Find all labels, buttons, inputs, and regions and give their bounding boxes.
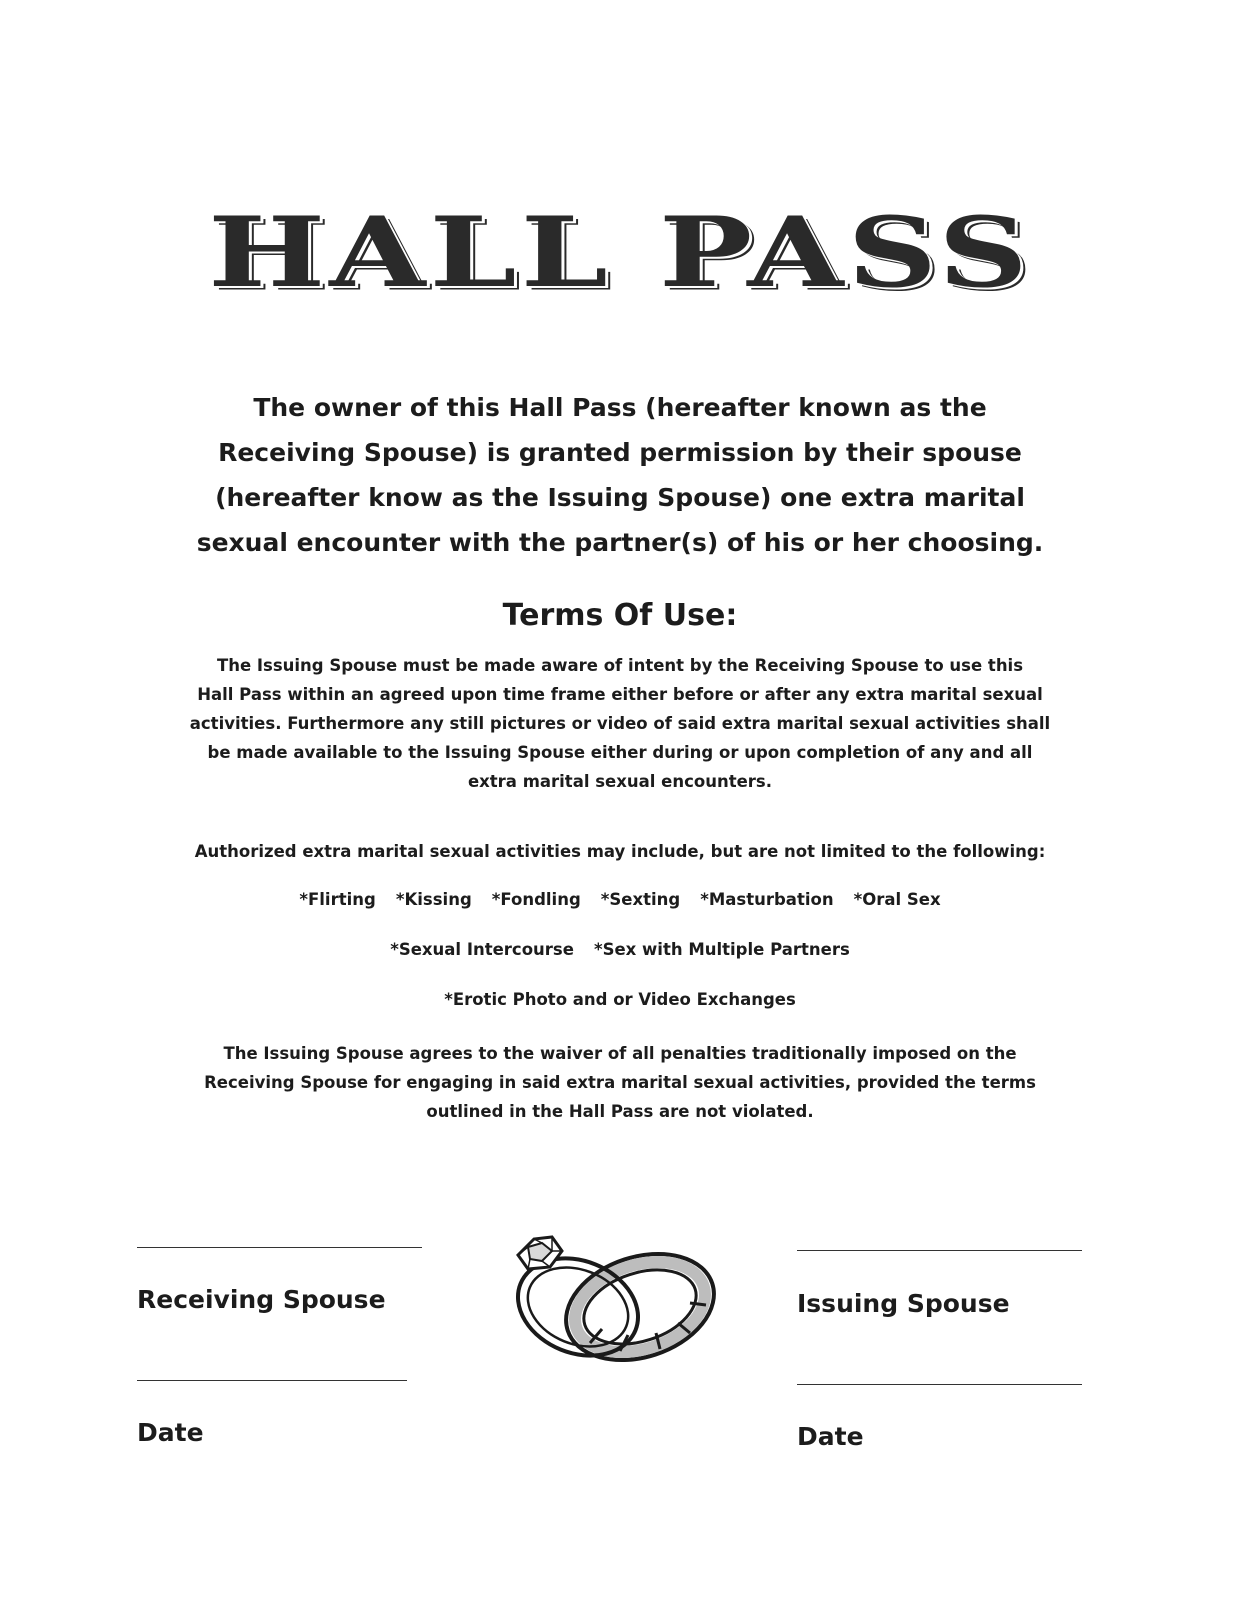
receiving-spouse-label: Receiving Spouse: [137, 1285, 386, 1314]
terms-paragraph: [120, 651, 1120, 796]
activity-item: *Sexting: [600, 890, 681, 909]
terms-line: Hall Pass within an agreed upon time frame either before or after any extra marital sexual: [197, 685, 1043, 704]
activity-item: *Erotic Photo and or Video Exchanges: [444, 990, 796, 1009]
activity-item: *Kissing: [395, 890, 472, 909]
issuing-date-line[interactable]: [797, 1384, 1082, 1385]
activities-row-2: [0, 940, 1240, 959]
terms-line: activities. Furthermore any still pictures or video of said extra marital sexual activities shall: [189, 714, 1051, 733]
issuing-signature-line[interactable]: [797, 1250, 1082, 1251]
activities-row-1: [0, 890, 1240, 909]
terms-line: be made available to the Issuing Spouse either during or upon completion of any and all: [207, 743, 1033, 762]
intro-line: Receiving Spouse) is granted permission by their spouse: [218, 438, 1022, 467]
waiver-line: The Issuing Spouse agrees to the waiver of all penalties traditionally imposed on the: [223, 1044, 1017, 1063]
intro-line: sexual encounter with the partner(s) of his or her choosing.: [196, 528, 1044, 557]
wedding-rings-icon: [490, 1225, 730, 1365]
waiver-line: outlined in the Hall Pass are not violated.: [426, 1102, 814, 1121]
title-text: HALL PASS: [208, 196, 1032, 310]
activity-item: *Oral Sex: [853, 890, 941, 909]
activity-item: *Sex with Multiple Partners: [593, 940, 850, 959]
waiver-line: Receiving Spouse for engaging in said extra marital sexual activities, provided the terms: [204, 1073, 1036, 1092]
terms-line: extra marital sexual encounters.: [467, 772, 773, 791]
receiving-date-label: Date: [137, 1418, 204, 1447]
activity-item: *Sexual Intercourse: [390, 940, 574, 959]
activity-item: *Masturbation: [700, 890, 834, 909]
authorized-activities-intro: Authorized extra marital sexual activities may include, but are not limited to the following:: [194, 842, 1046, 861]
intro-line: The owner of this Hall Pass (hereafter known as the: [253, 393, 987, 422]
document-title: [0, 178, 1240, 328]
activity-item: *Flirting: [299, 890, 376, 909]
issuing-date-label: Date: [797, 1422, 864, 1451]
activity-item: *Fondling: [491, 890, 581, 909]
intro-paragraph: [120, 385, 1120, 565]
activities-row-3: [0, 990, 1240, 1009]
waiver-paragraph: [120, 1039, 1120, 1126]
terms-line: The Issuing Spouse must be made aware of intent by the Receiving Spouse to use this: [216, 656, 1024, 675]
receiving-signature-line[interactable]: [137, 1247, 422, 1248]
receiving-date-line[interactable]: [137, 1380, 407, 1381]
intro-line: (hereafter know as the Issuing Spouse) one extra marital: [215, 483, 1025, 512]
issuing-spouse-label: Issuing Spouse: [797, 1289, 1010, 1318]
terms-heading: Terms Of Use:: [502, 598, 738, 633]
